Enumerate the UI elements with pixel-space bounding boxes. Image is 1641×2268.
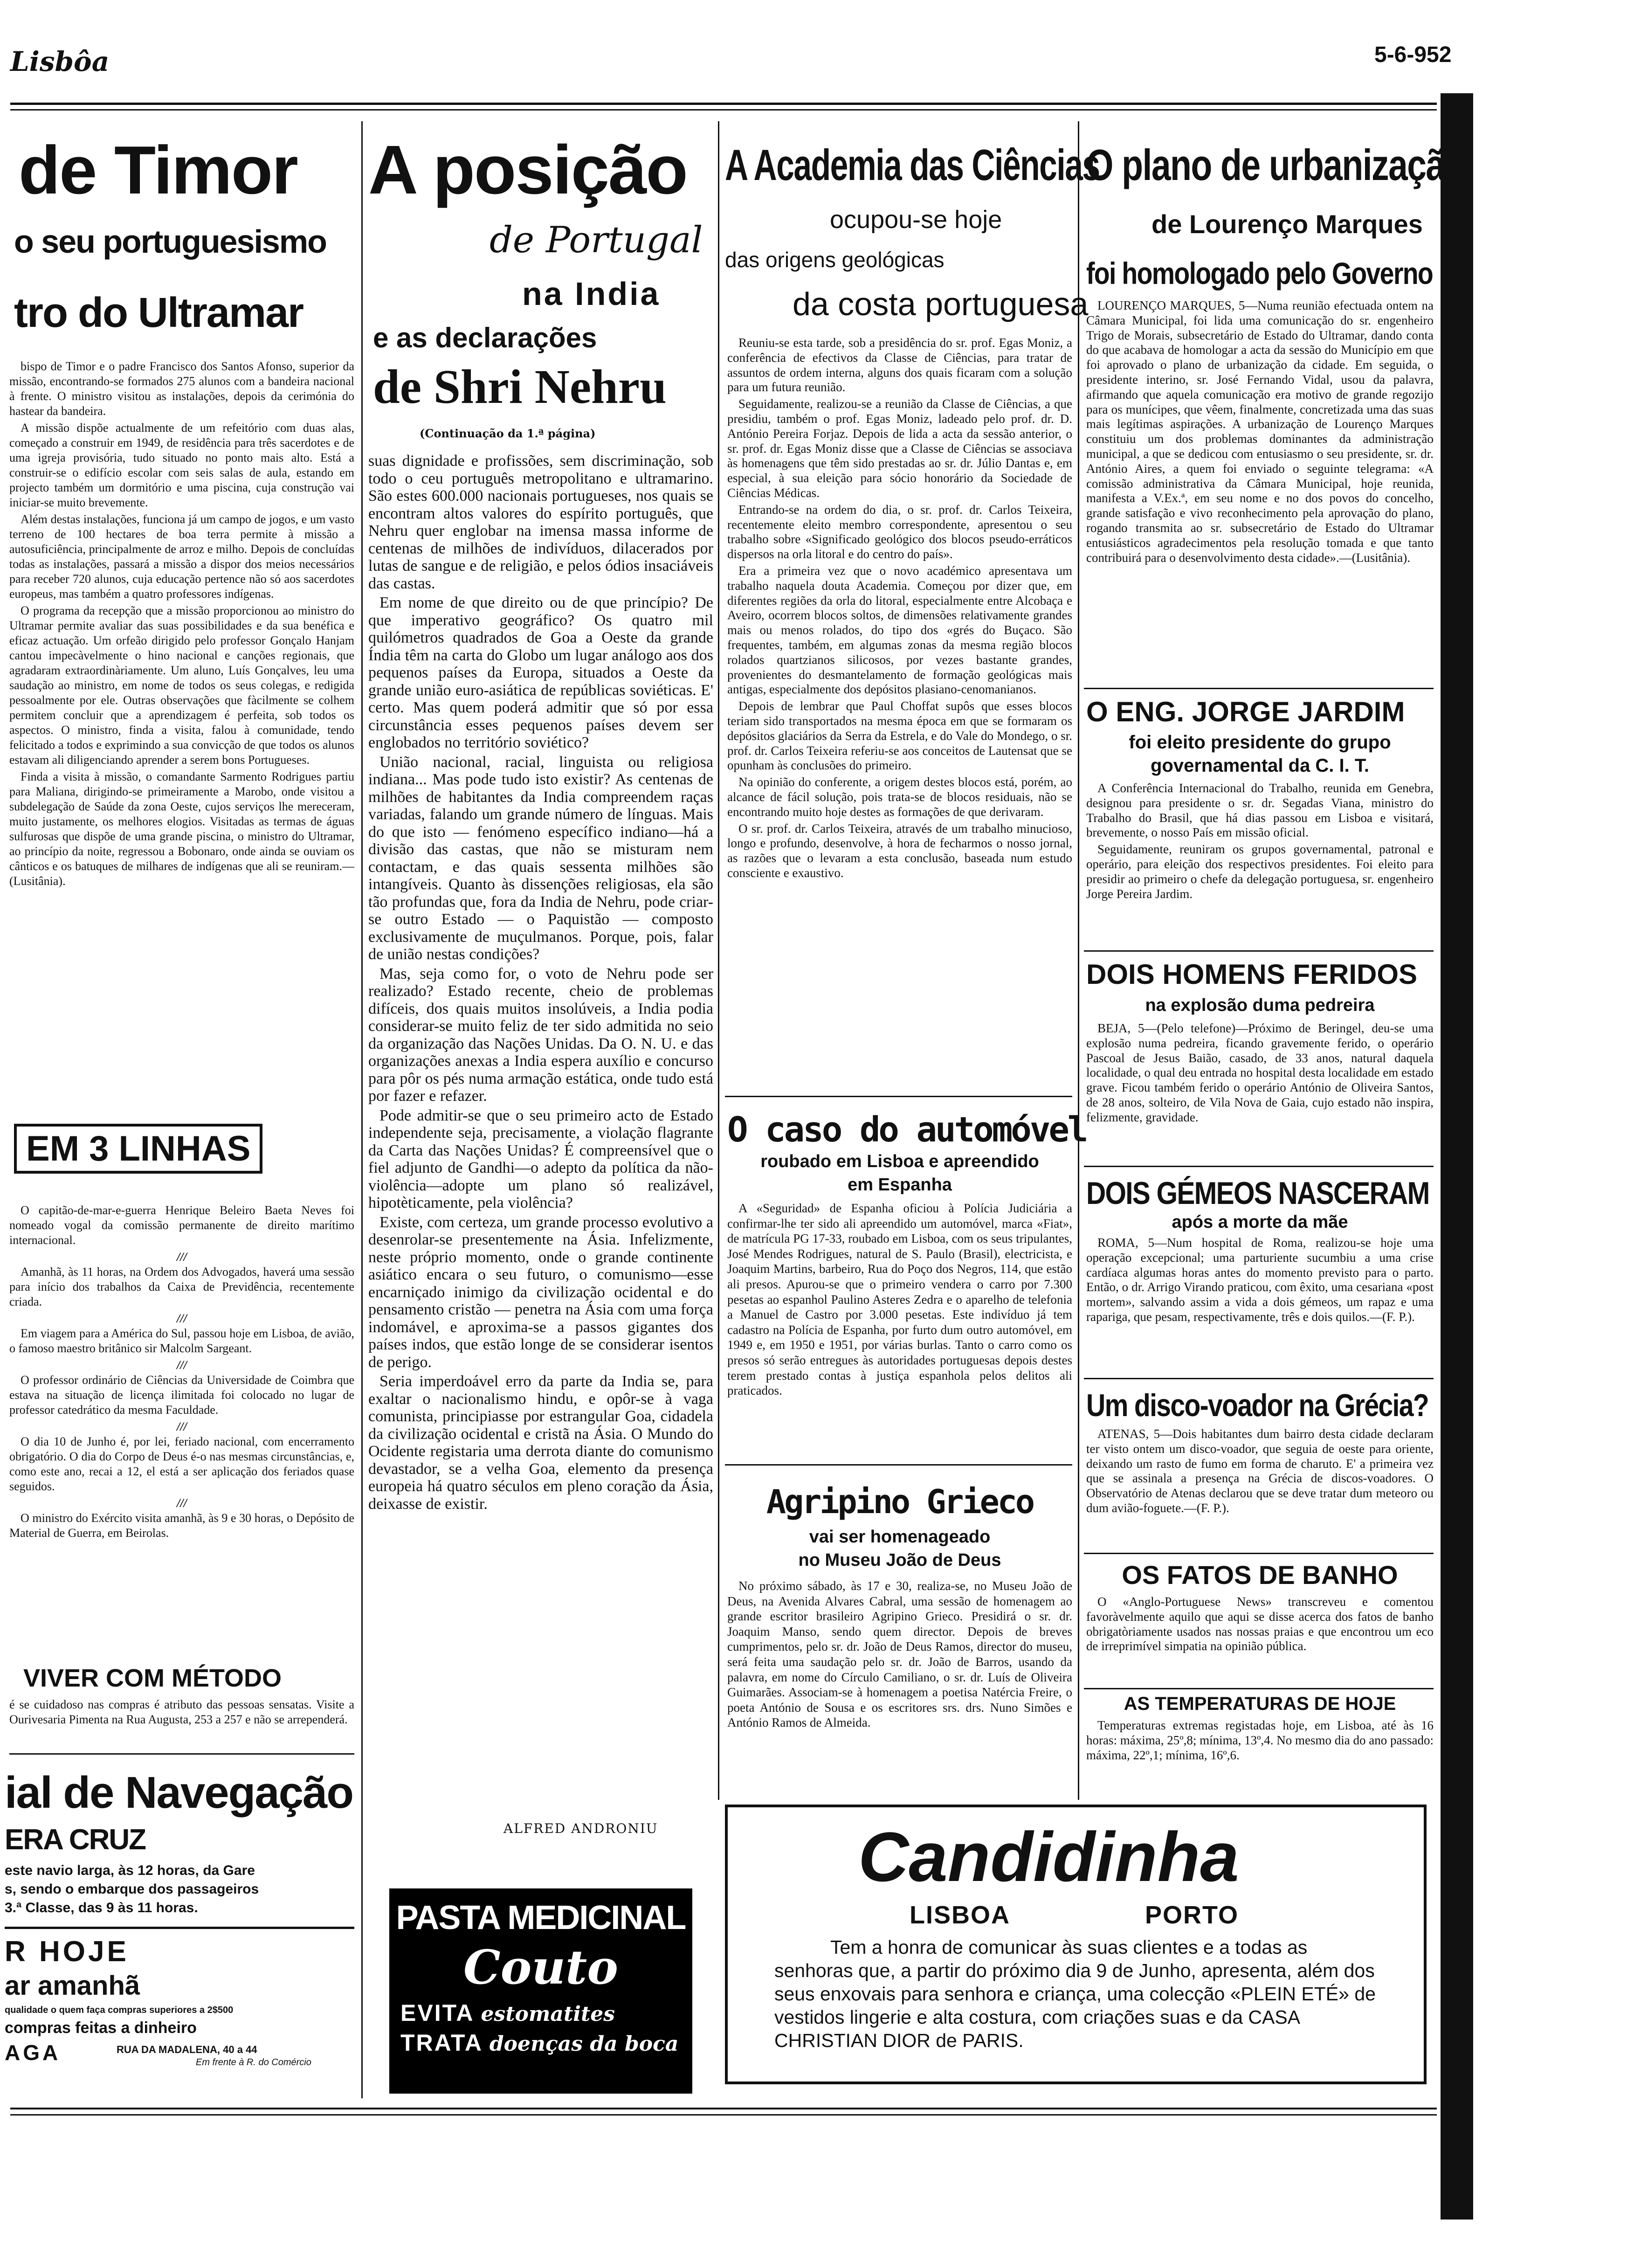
candidinha-city1: LISBOA: [910, 1901, 1011, 1929]
paragraph: Mas, seja como for, o voto de Nehru pode ser realizado? Estado recente, cheio de problemas difíceis, dos quais muitos insolúveis, a India podia considerar-se muito feliz de ter sido admitida no seio da organização das Nações Unidas. Da O. N. U. e das organizações anexas a India espera auxílio e concurso para pôr os pés numa armação estática, onde tudo está por fazer e refazer.: [368, 965, 713, 1105]
nehru-head2: de Portugal: [490, 219, 703, 261]
column-divider: [361, 121, 363, 2098]
academia-body: [727, 336, 1072, 883]
separator: ///: [177, 1250, 187, 1264]
paragraph: O capitão-de-mar-e-guerra Henrique Beleiro Baeta Neves foi nomeado vogal da comissão permanente de direito marítimo internacional.: [9, 1203, 354, 1247]
nehru-head1: A posição: [368, 131, 687, 208]
pasta-trata-row: [389, 2029, 692, 2056]
timor-subhead-2: tro do Ultramar: [14, 290, 303, 336]
automovel-head2: roubado em Lisboa e apreendido: [760, 1152, 1039, 1171]
paragraph: O sr. prof. dr. Carlos Teixeira, através de um trabalho minucioso, longo e profundo, desenvolve, à hora de fecharmos o nosso jornal, as razões que o levaram a esta conclusão, baseada num estudo consciente e exaustivo.: [727, 821, 1072, 880]
hoje-line7: Em frente à R. do Comércio: [196, 2057, 311, 2067]
hoje-line5: AGA: [5, 2040, 61, 2065]
urbanizacao-head3: foi homologado pelo Governo: [1086, 256, 1433, 290]
candidinha-ad: [725, 1805, 1427, 2084]
nehru-body: [368, 452, 713, 1514]
automovel-text: A «Seguridad» de Espanha oficiou à Polícia Judiciária a confirmar-lhe ter sido ali apreendido um automóvel, marca «Fiat», de matrícula PG 17-33, roubado em Lisboa, com os seus tripulantes, José Mendes Rodrigues, natural de S. Paulo (Brasil), electricista, e Joaquim Martins, barbeiro, Rua do Poço dos Negros, 114, que estão ali presos. Apurou-se que o primeiro vendera o carro por 7.300 pesetas ao espanhol Paulino Asteres Zedra e o aparelho de telefonia a Manuel de Castro por 3.000 pesetas. Este indivíduo já tem cadastro na Polícia de Espanha, por furto dum outro automóvel, em 1949 e, em 1950 e 1951, por várias burlas. Tanto o carro como os presos só serão entregues às autoridades portuguesas depois destes terem prestado contas à justiça espanhola pelos delitos ali praticados.: [727, 1201, 1072, 1398]
section-rule: [725, 1096, 1072, 1097]
paragraph: O dia 10 de Junho é, por lei, feriado nacional, com encerramento obrigatório. O dia do Corpo de Deus é-o nas mesmas circunstâncias, e, como este ano, recai a 12, el está a ser aplicação dos feriados quase seguidos.: [9, 1435, 354, 1493]
urbanizacao-head2: de Lourenço Marques: [1151, 209, 1423, 239]
paragraph: Seria imperdoável erro da parte da India se, para exaltar o nacionalismo hindu, e opôr-se à vaga comunista, principiasse por estrangular Goa, cidadela da civilização ocidental e cristã na Ásia. O Mundo do Ocidente registaria uma derrota diante do comunismo devastador, se a velha Goa, elemento da presença europeia há quatro séculos em pleno coração da Ásia, deixasse de existir.: [368, 1373, 713, 1513]
paragraph: Na opinião do conferente, a origem destes blocos está, porém, ao alcance de fácil solução, pois trata-se de blocos residuais, não se encontrando muito hoje destes as formações de que derivaram.: [727, 775, 1072, 819]
section-rule: [5, 1927, 354, 1929]
masthead-date: 5-6-952: [1374, 42, 1452, 67]
feridos-head2: na explosão duma pedreira: [1145, 996, 1375, 1015]
pasta-line3a: EVITA: [400, 2000, 475, 2026]
bottom-rule: [10, 2108, 1437, 2109]
paragraph: Finda a visita à missão, o comandante Sarmento Rodrigues partiu para Maliana, dirigindo-se primeiramente a Marobo, onde visitou a subdelegação de Saúde da zona Oeste, cujos serviços lhe mereceram, muito justamente, os melhores elogios. Visitadas as termas de águas sulfurosas que dispõe de uma grande piscina, o ministro do Ultramar, ao princípio da noite, regressou a Bobonaro, onde ainda se ouviam os cânticos e os batuques de milhares de indígenas que ali se reuniram.—(Lusitânia).: [9, 770, 354, 888]
column-divider: [718, 121, 719, 1800]
grieco-head3: no Museu João de Deus: [798, 1550, 1001, 1570]
jardim-head2: foi eleito presidente do grupo: [1129, 732, 1391, 753]
column-divider: [1078, 121, 1079, 1800]
section-rule: [1084, 950, 1434, 952]
em3linhas-body: [9, 1203, 354, 1542]
paragraph: Seguidamente, reuniram os grupos governamental, patronal e operário, para eleição dos respectivos presidentes. Foi eleito para presidir ao primeiro o chefe da delegação portuguesa, sr. engenheiro Jorge Pereira Jardim.: [1086, 842, 1434, 901]
right-margin-bar: [1441, 93, 1473, 2220]
paragraph: O programa da recepção que a missão proporcionou ao ministro do Ultramar permite avaliar das suas possibilidades e da sua benéfica e eficaz actuação. Um orfeão dirigido pelo professor Gonçalo Hanjam cantou impecàvelmente o hino nacional e canções regionais, que agradaram extraordinàriamente. Um aluno, Luís Gonçalves, leu uma saudação ao ministro, em nome de todos os seus colegas, e redigida pessoalmente por ele. Outras observações que fàcilmente se colhem permitem concluir que a aprendizagem é perfeita, sob todos os aspectos. O ministro, finda a visita, falou à comunidade, tendo felicitado a todos e exprimindo a sua convicção de que todos os alunos estavam ali diligenciando aprender a serem bons Portugueses.: [9, 604, 354, 767]
section-rule: [9, 1753, 354, 1755]
paragraph: suas dignidade e profissões, sem discriminação, sob todo o ceu português metropolitano e ultramarino. São estes 600.000 nacionais portugueses, nos quais se encontram altos valores do espírito português, que Nehru quer englobar na imensa massa informe de centenas de milhões de indivíduos, dilacerados por lutas de sangue e de religião, e pelos ódios insaciáveis das castas.: [368, 452, 713, 592]
grieco-head1: Agripino Grieco: [766, 1483, 1034, 1521]
grieco-head2: vai ser homenageado: [809, 1527, 991, 1547]
pasta-medicinal-ad: [389, 1888, 692, 2094]
nehru-continuation: (Continuação da 1.ª página): [420, 427, 596, 440]
nehru-head3: na India: [522, 276, 661, 312]
separator: ///: [177, 1420, 187, 1433]
candidinha-name: Candidinha: [858, 1818, 1239, 1896]
viver-text: é se cuidadoso nas compras é atributo das pessoas sensatas. Visite a Ourivesaria Pimenta na Rua Augusta, 253 a 257 e não se arrependerá.: [9, 1698, 354, 1726]
navegacao-line2: ERA CRUZ: [5, 1824, 146, 1856]
timor-headline: de Timor: [19, 132, 297, 208]
pasta-line1: PASTA MEDICINAL: [396, 1899, 686, 1936]
paragraph: A missão dispõe actualmente de um refeitório com duas alas, começado a construir em 1949, de residência para três sacerdotes e de uma igreja provisória, tudo situado no ponto mais alto. Está a construir-se o edifício escolar com seis salas de aula, estando em projecto também um dormitório e uma piscina, cuja construção vai iniciar-se muito brevemente.: [9, 421, 354, 509]
pasta-line2: Couto: [463, 1940, 618, 1995]
paragraph: Era a primeira vez que o novo académico apresentava um trabalho naquela douta Academia. Começou por dizer que, em diferentes regiões da orla do litoral, especialmente entre Alcobaça e Aveiro, ocorrem blocos soltos, de dimensões relativamente grandes mais ou menos rolados, do tipo dos «grés do Buçaco. São frequentes, também, em algumas zonas da mesma região blocos rolados quartzianos silicosos, por vezes bastante grandes, provenientes do desmantelamento de formação geológicas mais antigas, especialmente dos depósitos plasiano-cenomanianos.: [727, 563, 1072, 697]
bottom-rule-2: [10, 2114, 1437, 2116]
section-rule: [1084, 688, 1434, 689]
em3linhas-title: EM 3 LINHAS: [14, 1124, 262, 1174]
fatos-head1: OS FATOS DE BANHO: [1122, 1560, 1398, 1590]
viver-title: VIVER COM MÉTODO: [23, 1664, 282, 1692]
masthead-title: Lisbôa: [10, 46, 110, 77]
separator: ///: [177, 1358, 187, 1372]
paragraph: O professor ordinário de Ciências da Universidade de Coimbra que estava na situação de licença ilimitada foi colocado no lugar de professor catedrático da mesma Faculdade.: [9, 1373, 354, 1417]
jardim-head3: governamental da C. I. T.: [1150, 755, 1369, 776]
academia-head4: da costa portuguesa: [793, 286, 1089, 322]
paragraph: Em nome de que direito ou de que princípio? De que imperativo geográfico? Os quatro mil quilómetros quadrados de Goa a Oeste da grande Índia têm na carta do Globo um lugar análogo aos dos pequenos países da Europa, situados a Oeste da grande união euro-asiática de repúblicas soviéticas. E' certo. Mas quem poderá admitir que só por essa circunstância esses pequenos países devem ser englobados no território soviético?: [368, 594, 713, 751]
masthead-rule: [10, 103, 1437, 105]
pasta-line4a: TRATA: [400, 2030, 483, 2056]
pasta-evita-row: [389, 1999, 692, 2026]
pasta-line3b: estomatites: [481, 2002, 615, 2026]
navegacao-line4: s, sendo o embarque dos passageiros: [5, 1881, 259, 1897]
paragraph: A Conferência Internacional do Trabalho, reunida em Genebra, designou para presidente o sr. dr. Segadas Viana, ministro do Trabalho do Brasil, que há dias passou em Lisboa e visitará, brevemente, o nosso País em missão oficial.: [1086, 781, 1434, 840]
candidinha-text: Tem a honra de comunicar às suas clientes e a todas as senhoras que, a partir do próximo dia 9 de Junho, apresenta, além dos seus enxovais para senhora e criança, uma colecção «PLEIN ETÉ» de vestidos lingerie e alta costura, com criações suas e da CASA CHRISTIAN DIOR de PARIS.: [774, 1936, 1376, 2051]
academia-head1: A Academia das Ciências: [725, 140, 1100, 189]
paragraph: Existe, com certeza, um grande processo evolutivo a desenrolar-se presentemente na Ásia. Infelizmente, neste próprio momento, onde o grande continente asiático encara o seu futuro, o comunismo—esse encarniçado inimigo da civilização ocidental e do pensamento cristão — penetra na Ásia com uma força indomável, e aproxima-se a passos gigantes dos países indos, que estão longe de se considerar isentos de perigo.: [368, 1213, 713, 1371]
paragraph: Seguidamente, realizou-se a reunião da Classe de Ciências, a que presidiu, também o prof. Egas Moniz, ladeado pelo prof. dr. D. António Pereira Forjaz. Depois de lida a acta da sessão anterior, o sr. prof. dr. Egas Moniz disse que a Classe de Ciências se associava às homenagens que têm sido prestadas ao sr. dr. Júlio Dantas e, em especial, à sua eleição para sócio honorário da Sociedade de Ciências Médicas.: [727, 397, 1072, 500]
gemeos-text: ROMA, 5—Num hospital de Roma, realizou-se hoje uma operação excepcional; uma parturiente sucumbiu a uma crise cardíaca algumas horas antes do momento previsto para o parto. Então, o dr. Arrigo Virando praticou, com êxito, uma cesariana «post mortem», salvando assim a vida a dois gémeos, um rapaz e uma rapariga, que pesam, respectivamente, três e dois quilos.—(F. P.).: [1086, 1236, 1434, 1324]
urbanizacao-text: LOURENÇO MARQUES, 5—Numa reunião efectuada ontem na Câmara Municipal, foi lida uma comunicação do sr. engenheiro Trigo de Morais, subsecretário de Estado do Ultramar, dando conta do que acabava de homologar a acta da sessão do Município em que foi aprovado o plano de urbanização da cidade. Em seguida, o presidente interino, sr. José Fernando Vidal, usou da palavra, afirmando que aquela comunicação era motivo de grande regozijo para os munícipes, que vêem, finalmente, concretizada uma das suas mais legítimas aspirações. A urbanização de Lourenço Marques constituiu um dos problemas dominantes da administração municipal, a que se dedicou com entusiasmo o seu presidente, sr. dr. António Aires, a quem foi enviado o seguinte telegrama: «A comissão administrativa da Câmara Municipal, hoje reunida, manifesta a V.Ex.ª, em seu nome e no dos povos do concelho, grande satisfação e vivo reconhecimento pela aprovação do plano, rogando transmita ao sr. subsecretário de Estado do Ultramar entusiásticos agradecimentos pela resolução tomada e que tanto contribuirá para o desenvolvimento desta cidade».—(Lusitânia).: [1086, 298, 1434, 565]
disco-text: ATENAS, 5—Dois habitantes dum bairro desta cidade declaram ter visto ontem um disco-voador, que seguia de oeste para oriente, deixando um rasto de fumo em forma de charuto. E' a primeira vez que se assinala a presença na Grécia de discos-voadores. O Observatório de Atenas declarou que se deve tratar dum meteoro ou dum avião-foguete.—(F. P.).: [1086, 1427, 1434, 1515]
navegacao-line3: este navio larga, às 12 horas, da Gare: [5, 1863, 255, 1878]
nehru-head5: de Shri Nehru: [373, 360, 667, 414]
nehru-head4: e as declarações: [373, 322, 597, 353]
academia-head2: ocupou-se hoje: [830, 206, 1002, 234]
feridos-text: BEJA, 5—(Pelo telefone)—Próximo de Beringel, deu-se uma explosão numa pedreira, ficando gravemente ferido, o operário Pascoal de Jesus Baião, casado, de 33 anos, natural daquela localidade, o qual deu entrada no hospital desta localidade em estado grave. Ficou também ferido o operário António de Oliveira Santos, de 28 anos, solteiro, de Vila Nova de Gaia, cujo estado não inspira, felizmente, gravidade.: [1086, 1021, 1434, 1124]
jardim-head1: O ENG. JORGE JARDIM: [1086, 696, 1405, 727]
paragraph: O ministro do Exército visita amanhã, às 9 e 30 horas, o Depósito de Material de Guerra, em Beirolas.: [9, 1511, 354, 1540]
feridos-head1: DOIS HOMENS FERIDOS: [1086, 959, 1418, 990]
gemeos-head2: após a morte da mãe: [1172, 1212, 1348, 1232]
temperaturas-text: Temperaturas extremas registadas hoje, em Lisboa, até às 16 horas: máxima, 25º,8; mínima, 13º,4. No mesmo dia do ano passado: máxima, 22º,1; mínima, 16º,6.: [1086, 1718, 1434, 1762]
section-rule: [1084, 1688, 1434, 1689]
paragraph: Depois de lembrar que Paul Choffat supôs que esses blocos teriam sido transportados na mesma época em que se formaram os depósitos glaciários da Serra da Estrela, e do Vale do Mondego, o sr. prof. dr. Carlos Teixeira referiu-se aos conceitos de Lautensat que se opunham às conclusões do primeiro.: [727, 699, 1072, 773]
section-rule: [1084, 1553, 1434, 1554]
automovel-head1: O caso do automóvel: [727, 1110, 1087, 1150]
separator: ///: [177, 1312, 187, 1325]
hoje-line3: qualidade o quem faça compras superiores a 2$500: [5, 2005, 234, 2015]
urbanizacao-head1: O plano de urbanização: [1086, 140, 1466, 189]
paragraph: Em viagem para a América do Sul, passou hoje em Lisboa, de avião, o famoso maestro britânico sir Malcolm Sargeant.: [9, 1327, 354, 1355]
automovel-head3: em Espanha: [848, 1175, 952, 1195]
temperaturas-head1: AS TEMPERATURAS DE HOJE: [1124, 1694, 1396, 1714]
grieco-text: No próximo sábado, às 17 e 30, realiza-se, no Museu João de Deus, na Avenida Alvares Cabral, uma sessão de homenagem ao grande escritor brasileiro Agripino Grieco. Presidirá o sr. dr. Joaquim Manso, sendo quem director. Depois de breves cumprimentos, pelo sr. dr. João de Deus Ramos, director do museu, será feita uma saudação pelo sr. dr. João de Barros, usando da palavra, em nome do Círculo Camiliano, o sr. dr. Luís de Oliveira Guimarães. Associam-se à homenagem a poetisa Natércia Freire, o poeta António de Sousa e os escritores srs. drs. Nuno Simões e António Ramos de Almeida.: [727, 1579, 1072, 1730]
academia-head3: das origens geológicas: [725, 248, 945, 272]
navegacao-line1: ial de Navegação: [5, 1768, 353, 1818]
disco-head1: Um disco-voador na Grécia?: [1086, 1388, 1429, 1423]
hoje-line6: RUA DA MADALENA, 40 a 44: [117, 2044, 257, 2055]
pasta-line4b: doenças da boca: [489, 2032, 679, 2056]
paragraph: União nacional, racial, linguista ou religiosa indiana... Mas pode tudo isto existir? As centenas de milhões de habitantes da India compreendem raças variadas, falando um grande número de línguas. Mais do que isto — fenómeno específico indiano—há a divisão das castas, que não se misturam nem contactam, e das quais sessenta milhões são intangíveis. Quanto às dissenções religiosas, ela são tão profundas que, fora da India de Nehru, pode criar-se outro Estado — o Paquistão — composto exclusivamente de muçulmanos. Porque, pois, falar de união nestas condições?: [368, 753, 713, 963]
candidinha-city2: PORTO: [1145, 1901, 1239, 1929]
masthead-rule-2: [10, 109, 1437, 111]
hoje-line4: compras feitas a dinheiro: [5, 2019, 197, 2037]
section-rule: [1084, 1166, 1434, 1167]
separator: ///: [177, 1496, 187, 1510]
paragraph: Reuniu-se esta tarde, sob a presidência do sr. prof. Egas Moniz, a conferência de efectivos da Classe de Ciências, para tratar de assuntos de ordem interna, alguns dos quais ficaram com a solução para um futura reunião.: [727, 336, 1072, 394]
paragraph: Além destas instalações, funciona já um campo de jogos, e um vasto terreno de 100 hectares de boa terra permite à missão a autosuficiência, principalmente de arroz e milho. Depois de concluídas todas as instalações, passará a missão a dispor dos meios necessários para receber 720 alunos, cuja educação pertence não só aos sacerdotes europeus, mas também a quatro professores indígenas.: [9, 512, 354, 601]
hoje-line2: ar amanhã: [5, 1971, 140, 2001]
section-rule: [725, 1464, 1072, 1466]
hoje-line1: R HOJE: [5, 1936, 129, 1968]
paragraph: Entrando-se na ordem do dia, o sr. prof. dr. Carlos Teixeira, recentemente eleito membro correspondente, apresentou o seu trabalho sobre «Significado geológico dos blocos pseudo-erráticos dispersos na orla litoral e do centro do país».: [727, 502, 1072, 561]
timor-body: [9, 359, 354, 891]
nehru-author: ALFRED ANDRONIU: [503, 1821, 658, 1836]
section-rule: [1084, 1378, 1434, 1379]
fatos-text: O «Anglo-Portuguese News» transcreveu e comentou favoràvelmente aquilo que aqui se disse acerca dos fatos de banho obrigatòriamente usados nas nossas praias e que encontrou um eco de irreprimível simpatia na opinião pública.: [1086, 1595, 1434, 1653]
timor-subhead: o seu portuguesismo: [14, 223, 326, 260]
paragraph: Amanhã, às 11 horas, na Ordem dos Advogados, haverá uma sessão para início dos trabalhos da Caixa de Previdência, recentemente criada.: [9, 1265, 354, 1308]
jardim-body: [1086, 781, 1434, 903]
paragraph: bispo de Timor e o padre Francisco dos Santos Afonso, superior da missão, encontrando-se formados 275 alunos com a bandeira nacional à frente. O ministro visitou as instalações, depois da cerimónia do hastear da bandeira.: [9, 360, 354, 418]
navegacao-line5: 3.ª Classe, das 9 às 11 horas.: [5, 1900, 198, 1915]
gemeos-head1: DOIS GÉMEOS NASCERAM: [1086, 1175, 1429, 1211]
paragraph: Pode admitir-se que o seu primeiro acto de Estado independente seja, precisamente, a violação flagrante da Carta das Nações Unidas? É compreensível que o fiel adjunto de Gandhi—o adepto da política da não-violência—adopte um plano só realizável, hipotèticamente, pela violência?: [368, 1106, 713, 1211]
